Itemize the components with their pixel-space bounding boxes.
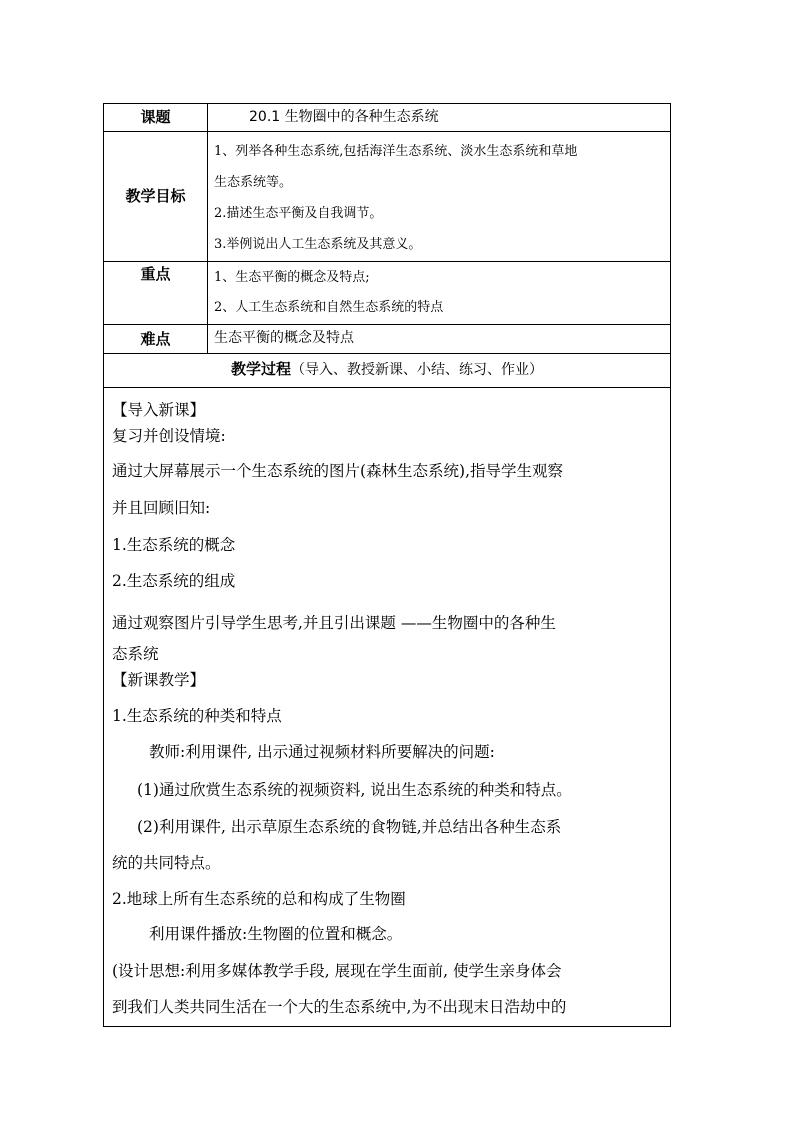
content-line: 2.地球上所有生态系统的总和构成了生物圈 <box>112 890 406 908</box>
objective-line: 1、列举各种生态系统,包括海洋生态系统、淡水生态系统和草地 <box>214 144 578 159</box>
content-line: 通过大屏幕展示一个生态系统的图片(森林生态系统),指导学生观察 <box>112 462 564 480</box>
process-heading-rest: （导入、教授新课、小结、练习、作业） <box>291 362 543 378</box>
content-line: 1.生态系统的概念 <box>112 536 236 554</box>
content-line: 复习并创设情境: <box>112 427 226 445</box>
content-line: (2)利用课件, 出示草原生态系统的食物链,并总结出各种生态系 <box>137 818 562 836</box>
topic-label: 课题 <box>104 104 208 131</box>
difficulty-value: 生态平衡的概念及特点 <box>214 330 354 346</box>
objective-line: 生态系统等。 <box>214 175 293 190</box>
content-line: 利用课件播放:生物圈的位置和概念。 <box>149 925 403 943</box>
content-line: 并且回顾旧知: <box>112 499 211 517</box>
topic-value: 20.1 生物圈中的各种生态系统 <box>249 109 439 125</box>
difficulty-row <box>104 325 670 354</box>
content-line: 态系统 <box>112 645 159 663</box>
section-heading-intro: 【导入新课】 <box>112 401 206 419</box>
key-point-line: 1、生态平衡的概念及特点; <box>214 270 370 285</box>
section-heading-new: 【新课教学】 <box>112 671 206 689</box>
difficulty-label: 难点 <box>104 325 208 353</box>
content-line: (1)通过欣赏生态系统的视频资料, 说出生态系统的种类和特点。 <box>137 781 572 799</box>
key-points-row <box>104 262 670 325</box>
objectives-row <box>104 132 670 262</box>
process-heading-row <box>104 354 670 388</box>
content-line: (设计思想:利用多媒体教学手段, 展现在学生面前, 使学生亲身体会 <box>112 962 562 980</box>
process-heading-bold: 教学过程 <box>230 360 291 378</box>
topic-row <box>104 104 670 132</box>
key-points-label: 重点 <box>104 262 208 324</box>
content-line: 2.生态系统的组成 <box>112 572 236 590</box>
objective-line: 2.描述生态平衡及自我调节。 <box>214 206 383 221</box>
content-line: 通过观察图片引导学生思考,并且引出课题 ——生物圈中的各种生 <box>112 614 556 632</box>
content-line: 教师:利用课件, 出示通过视频材料所要解决的问题: <box>149 743 495 761</box>
objective-line: 3.举例说出人工生态系统及其意义。 <box>214 237 422 252</box>
content-line: 统的共同特点。 <box>112 854 221 872</box>
process-heading <box>104 358 670 379</box>
key-point-line: 2、人工生态系统和自然生态系统的特点 <box>214 300 444 315</box>
content-line: 到我们人类共同生活在一个大的生态系统中,为不出现末日浩劫中的 <box>112 998 567 1016</box>
lesson-plan-table <box>103 103 671 1027</box>
objectives-label: 教学目标 <box>104 132 208 261</box>
content-line: 1.生态系统的种类和特点 <box>112 707 282 725</box>
